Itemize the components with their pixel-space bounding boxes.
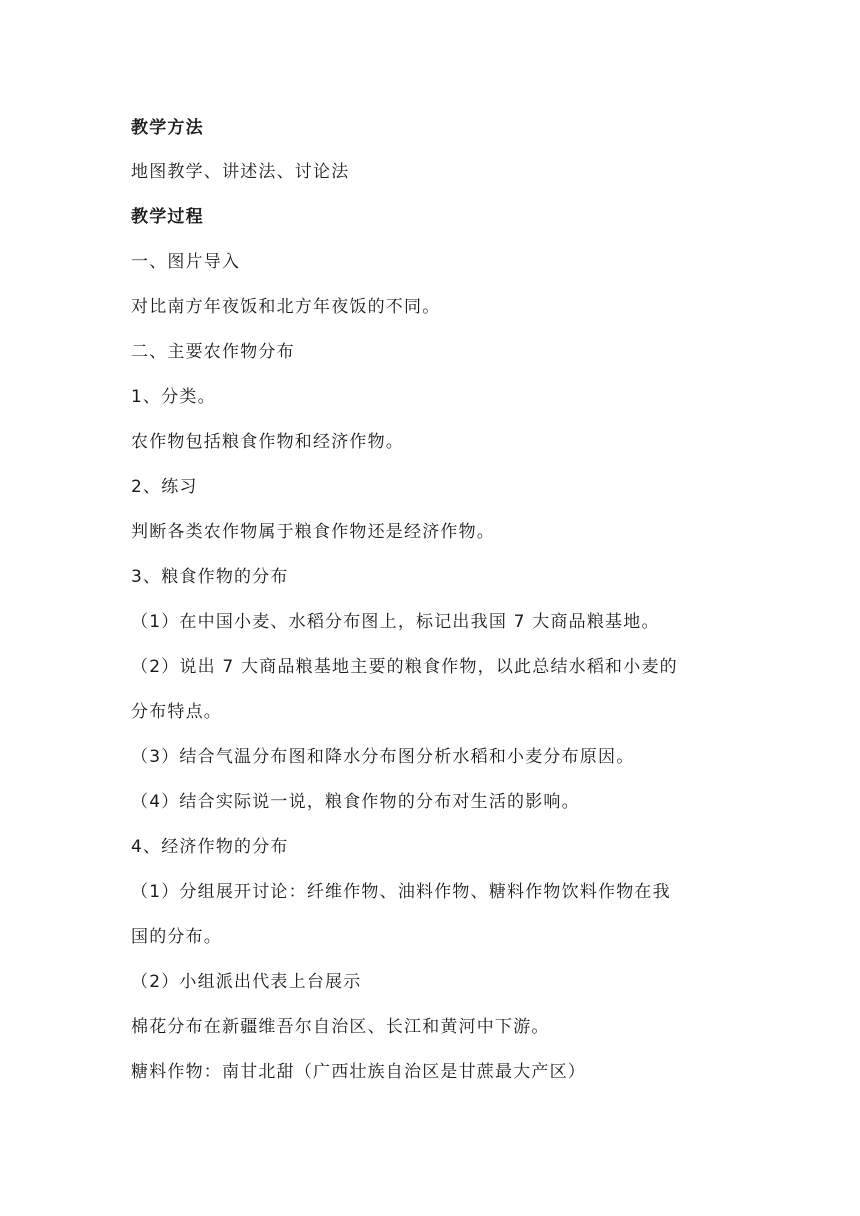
point-2-text: 判断各类农作物属于粮食作物还是经济作物。 bbox=[131, 522, 495, 542]
point-4-cotton-text: 棉花分布在新疆维吾尔自治区、长江和黄河中下游。 bbox=[131, 1017, 550, 1037]
point-2-title: 2、练习 bbox=[131, 477, 198, 497]
point-3-item-1: （1）在中国小麦、水稻分布图上，标记出我国 7 大商品粮基地。 bbox=[131, 612, 660, 632]
point-3-title: 3、粮食作物的分布 bbox=[131, 567, 289, 587]
point-4-item-1-line-2: 国的分布。 bbox=[131, 927, 222, 947]
point-4-item-1-line-1: （1）分组展开讨论：纤维作物、油料作物、糖料作物饮料作物在我 bbox=[131, 882, 671, 902]
heading-teaching-methods: 教学方法 bbox=[131, 118, 204, 138]
teaching-methods-text: 地图教学、讲述法、讨论法 bbox=[131, 162, 350, 182]
point-3-item-2-line-2: 分布特点。 bbox=[131, 702, 222, 722]
point-1-text: 农作物包括粮食作物和经济作物。 bbox=[131, 432, 404, 452]
point-4-sugar-text: 糖料作物：南甘北甜（广西壮族自治区是甘蔗最大产区） bbox=[131, 1062, 586, 1082]
point-3-item-3: （3）结合气温分布图和降水分布图分析水稻和小麦分布原因。 bbox=[131, 747, 635, 767]
point-3-item-4: （4）结合实际说一说，粮食作物的分布对生活的影响。 bbox=[131, 792, 580, 812]
section-2-title: 二、主要农作物分布 bbox=[131, 342, 295, 362]
point-3-item-2-line-1: （2）说出 7 大商品粮基地主要的粮食作物，以此总结水稻和小麦的 bbox=[131, 657, 678, 677]
point-1-title: 1、分类。 bbox=[131, 387, 216, 407]
heading-teaching-process: 教学过程 bbox=[131, 207, 204, 227]
section-1-title: 一、图片导入 bbox=[131, 252, 241, 272]
point-4-item-2: （2）小组派出代表上台展示 bbox=[131, 972, 362, 992]
point-4-title: 4、经济作物的分布 bbox=[131, 837, 289, 857]
section-1-text: 对比南方年夜饭和北方年夜饭的不同。 bbox=[131, 297, 441, 317]
